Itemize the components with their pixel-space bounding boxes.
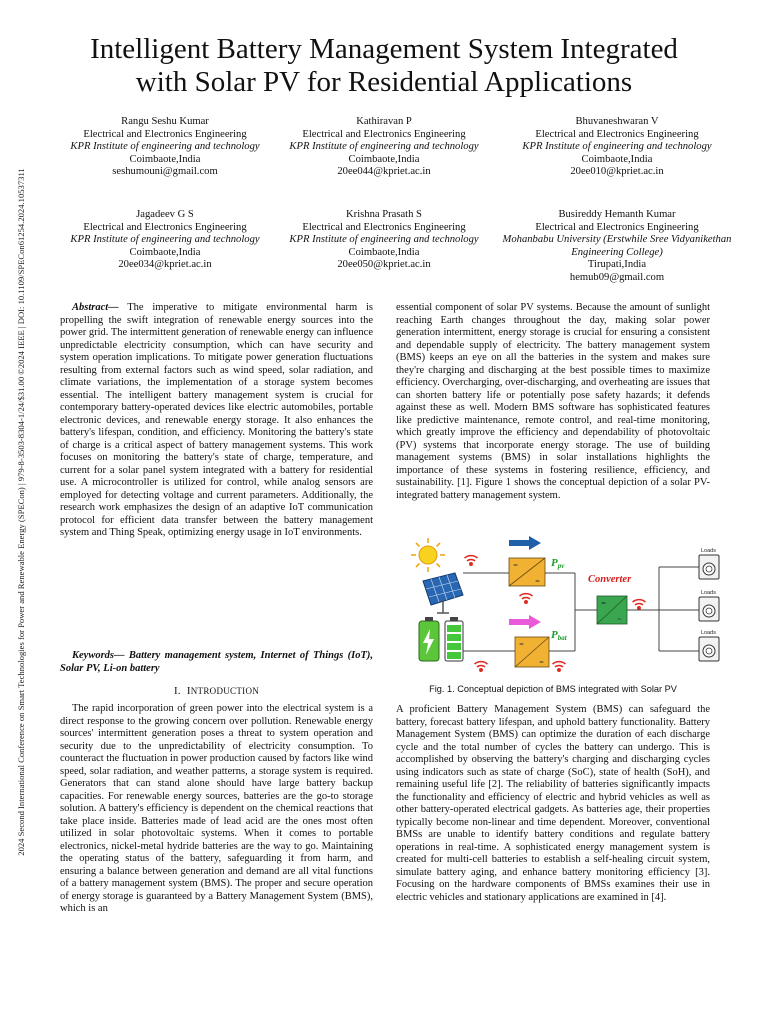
svg-text:Loads: Loads (701, 548, 716, 554)
load-washer-icon (699, 548, 719, 579)
svg-text:=: = (535, 578, 541, 585)
figure-caption: Fig. 1. Conceptual depiction of BMS integrated with Solar PV (429, 684, 677, 694)
load-washer-icon (699, 590, 719, 621)
svg-text:=: = (519, 641, 525, 648)
author-email: 20ee044@kpriet.ac.in (337, 166, 431, 178)
right-paragraph-1: essential component of solar PV systems. Because the amount of sunlight reaching Earth changes throughout the day, making solar power generation intermittent, energy storage is crucial for ensuring a consistent and dependable supply of electricity. The battery management system (BMS) keeps an eye on all the batteries in the system and makes sure they're charging and discharging at the best possible times to maximize efficiency. Overcharging, over-discharging, and overheating are issues that can shorten battery life or potentially pose safety hazards; it defends against these as well. Modern BMS software has sophisticated features like predictive maintenance, remote control, and real-time monitoring, which greatly improve the efficiency and dependability of photovoltaic (PV) systems that incorporate energy storage. The use of building management systems (BMS) in solar installations highlights the importance of these systems in fostering resilience, efficiency, and sustainability. [1]. Figure 1 shows the conceptual depiction of a solar PV-integrated battery management system. (396, 302, 710, 501)
section-title-rest: NTRODUCTION (190, 686, 260, 696)
load-washer-icon (699, 630, 719, 661)
ppv-label: Ppv (551, 557, 565, 570)
wifi-icon (553, 662, 566, 672)
author-city: Coimbaote,India (348, 246, 420, 258)
author-email: 20ee034@kpriet.ac.in (118, 259, 212, 271)
author-dept: Electrical and Electronics Engineering (535, 128, 699, 140)
author-dept: Electrical and Electronics Engineering (535, 221, 699, 233)
keywords-paragraph (60, 650, 373, 675)
author-city: Tirupati,India (587, 259, 647, 271)
author-email: hemub09@gmail.com (569, 271, 665, 283)
dc-dc-converter-top (509, 558, 545, 586)
paper-title (40, 33, 728, 99)
author-name: Rangu Seshu Kumar (121, 116, 209, 127)
author-block-5 (269, 209, 499, 272)
side-citation-note (14, 124, 28, 900)
author-city: Coimbaote,India (348, 153, 420, 165)
sun-icon (411, 538, 445, 572)
right-paragraph-2: A proficient Battery Management System (BMS) can safeguard the battery, forecast battery lifespan, and uphold battery functionality. Battery Management System (BMS) can optimize the duration of each discharge cycle and the total number of cycles the battery can undergo. This is accomplished by observing the battery's charging and discharging cycles using indicators such as state of charge (SoC), state of health (SoH), and remaining useful life [2]. The reliability of batteries significantly impacts the functionality and efficiency of electric and hybrid vehicles as well as other battery-operated electrical gadgets. As batteries age, their properties typically become non-linear and time dependent. Moreover, conventional BMSs are unable to identify battery conditions and regulate battery operations in real-time. A sophisticated energy management system is created for multi-cell batteries to establish a self-healing circuit system, simulate battery aging, and enhance battery monitoring efficiency [3]. Focusing on the hardware components of BMSs examines their use in electric vehicles and stationary applications are examined in [4]. (396, 704, 710, 903)
author-city: Coimbaote,India (129, 153, 201, 165)
abstract-paragraph (60, 302, 373, 540)
author-dept: Electrical and Electronics Engineering (302, 221, 466, 233)
author-dept: Electrical and Electronics Engineering (302, 128, 466, 140)
author-affiliation: KPR Institute of engineering and technology (522, 141, 712, 153)
author-affiliation: Mohanbabu University (Erstwhile Sree Vidyanikethan Engineering College) (502, 234, 732, 258)
author-city: Coimbaote,India (581, 153, 653, 165)
keywords-text: Battery management system, Internet of Things (IoT), Solar PV, Li-on battery (60, 650, 373, 674)
introduction-block (60, 703, 373, 916)
abstract-text: The imperative to mitigate environmental harm is propelling the swift integration of renewable energy sources into the power grid. The intermittent generation of renewable energy can influence unpredictable electricity consumption, which can have security and system operation implications. To mitigate power generation fluctuations resulting from external factors such as wind speed, solar radiation, and climate variations, the implementation of a storage system becomes essential. The intelligent battery management system is crucial for contemporary battery-operated devices like electric automobiles, portable electronic devices, and renewable energy storage. It also enhances the battery's lifespan, condition, and efficiency. Monitoring the battery's state of charge is a critical aspect of battery management systems. This work focuses on monitoring the battery's state of charge, temperature, and current for a solar panel system integrated with a battery for residential use. A microcontroller is utilized for control, while analog sensors are employed for detecting voltage and current parameters. Additionally, the research work emphasizes the design of an adaptive IoT communication protocol for efficient data transfer between the battery management system and Thing Speak, optimizing energy usage in IoT environments. (60, 302, 373, 538)
svg-text:=: = (539, 659, 545, 666)
introduction-paragraph: The rapid incorporation of green power into the electrical system is a direct response to the growing concern over pollution. Renewable energy sources' intermittent generation poses a threat to system operation and security due to the unpredictability of electricity consumption. To counteract the fluctuation in power production caused by factors like wind speed, solar radiation, and weather patterns, a storage system is required. Generators that can stand alone should have large battery backup capacities. For renewable energy sources, batteries are the go-to storage solution. A battery's efficiency is dependent on the chemical reactions that take place inside. Batteries made of lead acid are the ones most often utilized in solar photovoltaic systems. When it comes to portable electronics, nickel-metal hydride batteries are the way to go. Maintaining the operating status of the battery, safeguarding it from harm, and ensuring a balance between generation and demand are all vital functions of a battery management system (BMS). The proper and secure operation of energy storage is guaranteed by a Battery Management System (BMS), which is an (60, 703, 373, 914)
author-dept: Electrical and Electronics Engineering (83, 128, 247, 140)
abstract-label: Abstract— (72, 302, 119, 313)
right-column-bottom (396, 704, 710, 904)
author-block-6 (502, 209, 732, 285)
battery-level-icon (445, 617, 463, 661)
battery-charging-icon (419, 617, 439, 661)
author-block-2 (269, 116, 499, 179)
author-affiliation: KPR Institute of engineering and technology (70, 141, 260, 153)
author-affiliation: KPR Institute of engineering and technology (70, 234, 260, 246)
arrow-right-icon (509, 615, 541, 629)
author-email: 20ee050@kpriet.ac.in (337, 259, 431, 271)
wifi-icon (465, 556, 478, 566)
author-email: seshumouni@gmail.com (112, 166, 218, 178)
author-name: Bhuvaneshwaran V (575, 116, 659, 127)
author-name: Krishna Prasath S (346, 209, 422, 220)
figure-bms-diagram (405, 533, 725, 681)
section-heading-introduction (60, 685, 373, 697)
author-name: Busireddy Hemanth Kumar (558, 209, 676, 220)
svg-text:Loads: Loads (701, 590, 716, 596)
inverter-box (597, 596, 627, 624)
author-email: 20ee010@kpriet.ac.in (570, 166, 664, 178)
author-block-4 (50, 209, 280, 272)
section-title-initial: I (186, 685, 191, 697)
side-citation-text: 2024 Second International Conference on Smart Technologies for Power and Renewable Energy (SPECon) | 979-8-3503-8304-1/24/$31.00 ©2024 IEEE | DOI: 10.1109/SPECon61254.2024.10537311 (16, 168, 26, 856)
author-dept: Electrical and Electronics Engineering (83, 221, 247, 233)
svg-text:=: = (601, 600, 607, 607)
keywords-label: Keywords— (72, 650, 125, 661)
dc-dc-converter-bottom (515, 637, 549, 667)
author-affiliation: KPR Institute of engineering and technology (289, 234, 479, 246)
title-line-1: Intelligent Battery Management System Integrated (90, 33, 678, 65)
section-number: I. (173, 685, 181, 697)
right-column-top (396, 302, 710, 502)
author-city: Coimbaote,India (129, 246, 201, 258)
svg-text:Loads: Loads (701, 630, 716, 636)
author-affiliation: KPR Institute of engineering and technology (289, 141, 479, 153)
author-name: Jagadeev G S (136, 209, 194, 220)
author-block-1 (50, 116, 280, 179)
abstract-block (60, 302, 373, 540)
svg-text:=: = (513, 562, 519, 569)
pbat-label: Pbat (551, 629, 567, 642)
author-name: Kathiravan P (356, 116, 412, 127)
author-block-3 (502, 116, 732, 179)
keywords-block (60, 650, 373, 675)
wifi-icon (633, 600, 646, 610)
solar-panel-icon (423, 573, 463, 613)
wifi-icon (520, 594, 533, 604)
title-line-2: with Solar PV for Residential Applications (135, 66, 633, 98)
svg-text:~: ~ (617, 616, 623, 623)
arrow-right-icon (509, 536, 541, 550)
wifi-icon (475, 662, 488, 672)
converter-label: Converter (588, 574, 632, 585)
